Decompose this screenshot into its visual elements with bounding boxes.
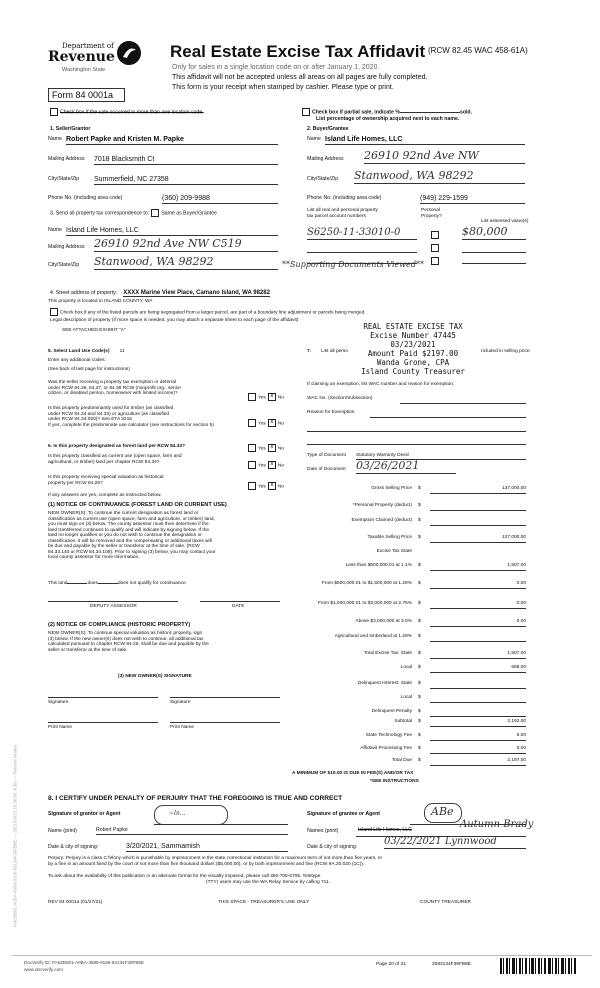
side-verification-text: FA62B081-A0BA-4599-9166-83134F39FB8E --- 2021/03/23 10:30:00 -8:00 --- Remote Notary (12, 744, 18, 928)
calc-row-amount: 685.00 (430, 665, 526, 673)
multi-location-check[interactable]: Check box if the sale occurred in more than one location code. (48, 108, 204, 116)
historic-body: NEW OWNER(S): To continue special valuation as historic property, sign (3) below. If the new owner(s) does not wish to continue, all additional tax calculated pursuant to chapter RCW 84.26, shall be due and payable by the seller or transferor at the time of sale. (48, 631, 209, 653)
q-exemption: Was the seller receiving a property tax exemption or deferral under RCW 84.36, 84.37, or 84.38 RCW (nonprofit org., senior citizen, or disabled person, homeowner with limited income)? (48, 380, 182, 397)
calc-row-label: State Technology Fee (365, 733, 412, 738)
calc-row-amount: 2,197.00 (430, 758, 526, 766)
calc-row-dollar: $ (418, 581, 421, 586)
names-print-label: Names (print) (307, 828, 339, 834)
page-title: Real Estate Excise Tax Affidavit (170, 42, 426, 61)
calc-row-amount (430, 695, 526, 703)
calc-row-label: From $1,500,000.01 to $3,000,000 at 2.75% (317, 601, 412, 606)
seller-name-label: Name (48, 136, 62, 142)
continuance-body: NEW OWNER(S): To continue the current designation as forest land or classification as current use (open space, farm and agriculture, or timber) land, you must sign on (3) below. The county assessor must then determine if the land transferred continues to qualify and will indicate by signing below. If the land no longer qualifies or you do not wish to continue the designation or classification, it will be removed and the compensating or additional taxes will be due and payable by the seller or transferor at the time of sale. (RCW 84.33.140 or RCW 84.34.108). Prior to signing (3) below, you may contact your local county assessor for more information. (48, 511, 216, 561)
partial-sale-note: List percentage of ownership acquired next to each name. (316, 116, 460, 122)
calc-row-amount (430, 518, 526, 526)
calc-row-dollar: $ (418, 634, 421, 639)
see-back: (See back of last page for instructions) (48, 367, 130, 372)
q-current-use-yesno[interactable]: Yesx No (246, 461, 284, 469)
segregated-check[interactable]: Check box if any of the listed parcels are being segregated from a larger parcel, are part of a boundary line adjustment or parcels being merged. (48, 308, 366, 316)
continuance-heading: (1) NOTICE OF CONTINUANCE (FOREST LAND OR CURRENT USE) (48, 502, 227, 508)
name-print-label: Name (print) (48, 828, 77, 834)
calc-row-amount: 1,507.00 (430, 563, 526, 571)
stamp-line5: Wanda Grone, CPA (376, 358, 450, 367)
buyer-city-label: City/State/Zip (307, 176, 339, 182)
docverify-url: www.docverify.com (24, 967, 63, 972)
seller-mailing-label: Mailing Address (48, 156, 85, 162)
calc-row-dollar: $ (418, 758, 421, 763)
rcw-reference: (RCW 82.45 WAC 458-61A) (428, 46, 528, 55)
buyer-mailing-label: Mailing Address (307, 156, 344, 162)
revenue-logo (48, 40, 148, 82)
sig-grantee-label: Signature of grantee or Agent (307, 811, 381, 817)
q-exemption-yesno[interactable]: Yesx No (246, 393, 284, 401)
partial-sale-check[interactable]: Check box if partial sale, indicate % sold. (300, 108, 472, 116)
calc-row-dollar: $ (418, 665, 421, 670)
q-historic-yesno[interactable]: Yesx No (246, 482, 284, 490)
calc-row-label: Taxable Selling Price (367, 535, 412, 540)
calc-row-dollar: $ (418, 503, 421, 508)
date-line (200, 601, 280, 602)
buyer-name-label: Name (307, 136, 321, 142)
seller-phone: (360) 209-9988 (162, 195, 278, 204)
corr-city-label: City/State/Zip (48, 262, 80, 268)
dept-line1: Department of (62, 42, 114, 50)
grantor-sig-line (154, 824, 288, 825)
calc-row-label: Gross Selling Price (371, 486, 412, 491)
date-city-label: Date & city of signing: (48, 844, 99, 850)
additional-codes: Enter any additional codes: (48, 358, 106, 363)
assessed-value: $80,000 (462, 226, 526, 240)
deputy-date: DATE (232, 604, 245, 609)
dept-line2: Revenue (48, 49, 115, 65)
docverify-bar (12, 955, 592, 978)
doc-date: 03/26/2021 (356, 460, 456, 474)
seller-heading: 1. Seller/Grantor (50, 126, 91, 132)
page-number: Page 20 of 31 (376, 962, 406, 967)
reason-label: Reason for Exemption (307, 410, 355, 415)
corr-mailing-label: Mailing Address (48, 244, 85, 250)
treasurer-only: THIS SPACE - TREASURER'S USE ONLY (218, 900, 310, 905)
buyer-phone: (949) 229-1599 (420, 195, 525, 204)
calc-row-label: Excise Tax State (376, 549, 412, 554)
q-historic: Is this property receiving special valuation as historical property per RCW 84.26? (48, 475, 164, 486)
subtitle-3: This form is your receipt when stamped by cashier. Please type or print. (172, 84, 394, 91)
grantor-print-name: Robert Papke (96, 828, 288, 835)
corr-mailing: 26910 92nd Ave NW C519 (94, 238, 278, 252)
wac-label: WAC No. (Section/Subsection) (307, 396, 373, 401)
calc-row-dollar: $ (418, 619, 421, 624)
calc-row-label: Delinquent Interest: State (357, 681, 412, 686)
grantee-print-name: Autumn Brady (460, 819, 534, 830)
see-instructions: *SEE INSTRUCTIONS (370, 779, 419, 784)
calc-row-label: Delinquent Penalty (371, 709, 412, 714)
calc-row-dollar: $ (418, 719, 421, 724)
grantor-signature-box: ~ln... (154, 805, 228, 825)
calc-row-dollar: $ (418, 518, 421, 523)
calc-row-label: Total Excise Tax: State (363, 651, 412, 656)
sig-label-1: Signature (48, 700, 69, 705)
print-line-2 (170, 722, 280, 723)
calc-row-label: Total Due (391, 758, 412, 763)
calc-row-dollar: $ (418, 681, 421, 686)
calc-row-label: Local (400, 695, 412, 700)
county-treasurer: COUNTY TREASURER (420, 900, 471, 905)
calc-row-amount (430, 634, 526, 642)
barcode-icon (500, 958, 576, 974)
q-timber: Is this property predominantly used for timber (as classified under RCW 84.34 and 84.33) or agriculture (as classified under RCW 84.34.020)? See ETA 3215 If yes, complete the predominate use calculator (see instructions for section 5) (48, 406, 214, 428)
calc-row-label: From $500,000.01 to $1,500,000 at 1.28% (321, 581, 412, 586)
buyer-name: Island Life Homes, LLC (325, 136, 525, 145)
grantee-print-struck: Island Life Homes, LLC (358, 827, 412, 833)
calc-row-amount: 5.00 (430, 733, 526, 741)
doc-type: Statutory Warranty Deed (356, 453, 526, 460)
seller-name: Robert Papke and Kristen M. Papke (66, 136, 278, 145)
revenue-logo-icon (116, 40, 142, 66)
calc-row-dollar: $ (418, 746, 421, 751)
stamp-line2: Excise Number 47445 (370, 331, 456, 340)
sig-label-2: Signature (170, 700, 191, 705)
calc-row-label: Local (400, 665, 412, 670)
historic-heading: (2) NOTICE OF COMPLIANCE (HISTORIC PROPERTY) (48, 622, 191, 628)
calc-row-label: Agricultural and timberland at 1.28% (334, 634, 412, 639)
wac-line (400, 403, 526, 404)
calc-row-amount (430, 503, 526, 511)
calc-row-label: Less than $500,000.01 at 1.1% (345, 563, 412, 568)
calc-row-amount (430, 681, 526, 689)
form-number-box: Form 84 0001a (48, 88, 125, 102)
county-text: This property is located in ISLAND COUNTY, WA (48, 299, 153, 304)
stamp-line4: Amount Paid $2197.00 (367, 349, 459, 358)
buyer-phone-label: Phone No. (including area code) (307, 195, 382, 201)
subtitle-1: Only for sales in a single location code on or after January 1, 2020. (172, 64, 380, 71)
reason-line-2 (307, 431, 526, 432)
seller-mailing: 7018 Blacksmith Ct (94, 156, 278, 165)
calc-row-label: Affidavit Processing Fee (360, 746, 412, 751)
calc-row-amount (430, 709, 526, 717)
land-use-label: 5. Select Land Use Code(s) 11 (48, 349, 125, 354)
calc-row-dollar: $ (418, 601, 421, 606)
calc-row-dollar: $ (418, 486, 421, 491)
seller-phone-label: Phone No. (including area code) (48, 195, 123, 201)
calc-row-label: Above $3,000,000 at 3.0% (355, 619, 412, 624)
grantor-date-city: 3/20/2021, Sammamish (126, 843, 288, 852)
calc-row-dollar: $ (418, 563, 421, 568)
stamp-line3: 03/23/2021 (390, 340, 436, 349)
q-current-use: Is this property classified as current use (open space, farm and agricultural, or timber) land per chapter RCW 84.34? (48, 454, 182, 465)
reason-line-3 (307, 444, 526, 445)
buyer-heading: 2. Buyer/Grantee (307, 126, 349, 132)
stamp-line6: Island County Treasurer (361, 367, 465, 376)
corr-name: Island Life Homes, LLC (66, 227, 278, 236)
deputy-assessor: DEPUTY ASSESSOR (90, 604, 137, 609)
exhibit-text: SEE ATTACHED EXHIBIT "A" (62, 328, 126, 333)
calc-row-amount: 137,000.00 (430, 486, 526, 494)
calc-row-dollar: $ (418, 709, 421, 714)
grantee-date-city: 03/22/2021 Lynnwood (384, 836, 526, 849)
q-timber-yesno[interactable]: Yesx No (246, 419, 284, 427)
perjury-text: Perjury: Perjury is a class C felony which is punishable by imprisonment in the state correctional institution for a maximum term of not more than five years, or by a fine in an amount fixed by the court of not more than five thousand dollars ($5,000.00), or by both imprisonment and fine (RCW 9A.20.020 (1C)). (48, 856, 383, 867)
personal-checkboxes[interactable] (431, 231, 439, 265)
rev-number: REV 84 0001a (01/27/21) (48, 900, 103, 905)
parcel-header: List all real and personal property tax parcel account numbers (307, 208, 378, 219)
minimum-note: A MINIMUM OF $10.00 IS DUE IN FEE(S) AND/OR TAX (292, 771, 414, 776)
sig-grantor-label: Signature of grantor or Agent (48, 811, 121, 817)
reason-line-1 (370, 417, 526, 418)
calc-row-amount: 137,000.00 (430, 535, 526, 543)
if-any-yes: If any answers are yes, complete as instructed below. (48, 493, 162, 498)
calc-row-label: Subtotal (394, 719, 412, 724)
seller-city: Summerfield, NC 27358 (94, 176, 278, 185)
stamp-line1: REAL ESTATE EXCISE TAX (363, 322, 463, 331)
calc-row-amount: 1,507.00 (430, 651, 526, 659)
parcel-number: S6250-11-33010-0 (307, 227, 417, 240)
supporting-docs-note: **Supporting Documents Viewed** (282, 260, 424, 269)
calc-row-amount: 0.00 (430, 581, 526, 589)
calc-row-label: *Personal Property (deduct) (352, 503, 412, 508)
print-line-1 (48, 722, 158, 723)
subtitle-2: This affidavit will not be accepted unless all areas on all pages are fully completed. (172, 74, 428, 81)
sig-line-2 (170, 697, 280, 698)
calc-row-amount: 0.00 (430, 619, 526, 627)
street-address-row: 4. Street address of property: XXXX Marine View Place, Camano Island, WA 98282 (50, 290, 270, 296)
doc-type-label: Type of Document (307, 453, 346, 458)
corr-city: Stanwood, WA 98292 (94, 256, 278, 270)
calc-row-amount: 0.00 (430, 746, 526, 754)
buyer-city: Stanwood, WA 98292 (354, 170, 525, 184)
q-forest-yesno[interactable]: Yesx No (246, 444, 284, 452)
parcel-line-3 (307, 263, 417, 264)
calc-row-amount: 2,192.00 (430, 719, 526, 727)
exemption-label: If claiming an exemption, list WAC number and reason for exemption: (307, 382, 455, 387)
calc-row-dollar: $ (418, 695, 421, 700)
print-label-2: Print Name (170, 725, 194, 730)
value-line-2 (462, 252, 526, 253)
deputy-line (48, 601, 178, 602)
new-owner-sig-heading: (3) NEW OWNER(S) SIGNATURE (118, 674, 192, 679)
docverify-id: DocVerify ID: FA62B081-A0BA-4599-9166-83134F39FB8E (24, 960, 145, 965)
calc-row-dollar: $ (418, 733, 421, 738)
assessed-header: List assessed value(s) (481, 219, 529, 224)
sig-line-1 (48, 697, 158, 698)
doc-date-label: Date of Document (307, 467, 346, 472)
correspondence-heading: 3. Send all property tax correspondence to: Same as Buyer/Grantee (50, 210, 217, 217)
print-label-1: Print Name (48, 725, 72, 730)
parcel-line-2 (307, 252, 417, 253)
q-forest: 6. Is this property designated as forest land per RCW 84.33? (48, 444, 186, 449)
calc-row-dollar: $ (418, 535, 421, 540)
grantee-signature-box: ABe (424, 803, 462, 823)
dept-line3: Washington State (62, 67, 106, 73)
seller-city-label: City/State/Zip (48, 176, 80, 182)
calc-row-dollar: $ (418, 651, 421, 656)
section7-tail: ncluded in selling price. (481, 349, 531, 354)
docverify-code: 2083134F39FB8E (432, 962, 471, 967)
personal-header: Personal Property? (421, 208, 442, 219)
alt-format-text: To ask about the availability of this publication in an alternate format for the visually impaired, please call 360-705-6705. Teletype (TTY) users may use the WA Relay Service by calling 711. (48, 874, 330, 885)
legal-desc: Legal description of property (if more space is needed, you may attach a separate sheet to each page of the affidavit) (50, 318, 299, 323)
calc-row-amount: 0.00 (430, 601, 526, 609)
value-line-3 (462, 263, 526, 264)
calc-row-label: Exemption Claimed (deduct) (351, 518, 412, 523)
section7-visible: 7. List all perso (307, 349, 348, 354)
date-city-label-2: Date & city of signing: (307, 844, 358, 850)
corr-name-label: Name (48, 227, 62, 233)
certify-heading: 8. I CERTIFY UNDER PENALTY OF PERJURY THAT THE FOREGOING IS TRUE AND CORRECT (48, 795, 343, 802)
buyer-mailing: 26910 92nd Ave NW (364, 150, 525, 164)
this-land-row[interactable]: This land does does not qualify for continuance. (48, 581, 187, 586)
